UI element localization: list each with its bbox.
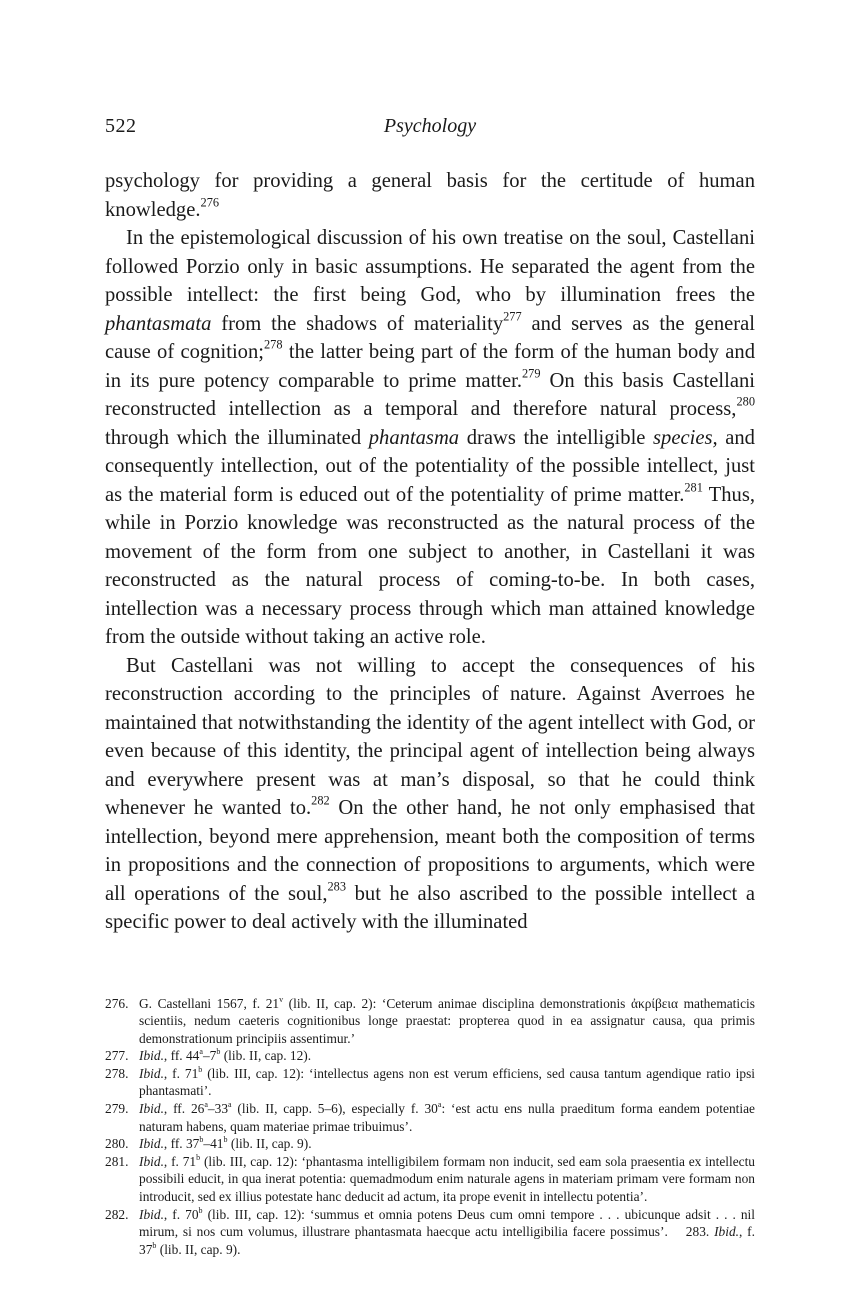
footnote-ref-278: 278: [264, 337, 283, 352]
footnote-number: 280.: [105, 1136, 129, 1152]
book-numeral: III: [229, 1153, 244, 1169]
footnote-ref-276: 276: [200, 195, 220, 210]
footnote-text: –33: [207, 1101, 229, 1117]
ibid: Ibid.: [139, 1101, 164, 1117]
footnote-text: (lib.: [202, 1065, 235, 1081]
footnote-text: , f. 37: [139, 1224, 755, 1257]
book-page: [105, 110, 755, 1258]
folio-side: v: [279, 994, 284, 1004]
footnote-text: , cap. 12): ‘intellectus agens non est verum efficiens, sed causa tantum agendique ratio ipsi phantasmati’.: [139, 1065, 755, 1099]
main-text: [105, 167, 755, 937]
footnote-text: (lib.: [200, 1153, 230, 1169]
folio-side: a: [437, 1100, 442, 1110]
ibid: Ibid.: [139, 1048, 164, 1064]
folio-side: b: [199, 1135, 204, 1145]
footnote-279: [105, 1100, 755, 1135]
footnote-text: , ff. 44: [163, 1048, 200, 1064]
footnote-number: 278.: [105, 1065, 129, 1081]
footnote-282: [105, 1206, 755, 1259]
folio-side: b: [223, 1135, 228, 1145]
footnote-text: G. Castellani 1567, f. 21: [139, 995, 280, 1011]
footnote-ref-282: 282: [311, 793, 330, 808]
footnote-text: –7: [202, 1048, 217, 1064]
footnote-text: , cap. 12).: [257, 1048, 312, 1064]
footnote-ref-279: 279: [521, 366, 541, 381]
footnote-number: 276.: [105, 995, 129, 1011]
folio-side: a: [228, 1100, 232, 1110]
footnote-ref-283: 283: [327, 879, 347, 894]
footnote-text: , cap. 12): ‘summus et omnia potens Deus cum omni tempore . . . ubicunque adsit . . . nil mirum, si nos cum volumus, illustrare phantasmata haecque actu intelligibilia facere possimus’.: [139, 1206, 756, 1240]
ibid: Ibid.: [139, 1153, 164, 1169]
book-numeral: III: [234, 1065, 248, 1081]
book-numeral: II: [316, 995, 326, 1011]
footnote-text: (lib.: [202, 1206, 235, 1222]
paragraph-2: [105, 224, 755, 652]
folio-side: b: [152, 1240, 157, 1250]
book-numeral: II: [256, 1136, 266, 1152]
footnote-text: , capp. 5–6), especially f. 30: [274, 1101, 438, 1117]
footnote-text: , f. 71: [163, 1065, 199, 1081]
text-run: and serves as the general cause of cognition;: [105, 312, 755, 363]
footnote-ref-281: 281: [684, 480, 703, 495]
text-run: On the other hand, he not only emphasised that intellection, beyond mere apprehension, meant both the composition of terms in propositions and the connection of propositions to arguments, which were all operations of the soul,: [105, 797, 756, 905]
footnote-text: : ‘est actu ens nulla praeditum forma eandem potentiae naturam habens, quam materiae primae tribuimus’.: [139, 1101, 755, 1134]
ibid: Ibid.: [139, 1206, 164, 1222]
text-run: In the epistemological discussion of his own treatise on the soul, Castellani followed Porzio only in basic assumptions. He separated the agent from the possible intellect: the first being God, who by illumination frees the: [105, 227, 755, 306]
footnote-text: , f. 71: [163, 1153, 197, 1169]
footnote-text: –41: [203, 1136, 224, 1152]
footnotes: [105, 995, 755, 1259]
text-run: and consequently intellection, out of the potentiality of the possible intellect, just as the material form is educed out of the potentiality of prime matter.: [105, 426, 755, 506]
footnote-text: , cap. 9).: [193, 1241, 241, 1257]
book-numeral: II: [265, 1101, 275, 1117]
footnote-280: [105, 1135, 755, 1153]
footnote-text: , cap. 2): ‘Ceterum animae disciplina demonstrationis ἀκρίβεια mathematicis scientiis, nedum caeteris cognitionibus longe praestat: propterea quod in ea assignatur causa, qua primis demonstrationum principiis assentimur.’: [139, 995, 755, 1046]
text-run: but he also ascribed to the possible intellect a specific power to deal actively with the illuminated: [105, 882, 755, 933]
footnote-number: 277.: [105, 1048, 129, 1064]
text-run: On this basis Castellani reconstructed intellection as a temporal and therefore natural process,: [105, 369, 755, 420]
text-run: Thus, while in Porzio knowledge was reconstructed as the natural process of the movement of the form from one subject to another, in Castellani it was reconstructed as the natural process of coming-to-be. In both cases, intellection was a necessary process through which man attained knowledge from the outside without taking an active role.: [105, 483, 755, 648]
emphasis-phantasmata: phantasmata: [105, 312, 212, 335]
footnote-ref-277: 277: [503, 309, 522, 324]
text-run: psychology for providing a general basis for the certitude of human knowledge.: [105, 170, 755, 221]
running-title: Psychology: [383, 115, 477, 137]
footnote-number: 281.: [105, 1153, 129, 1169]
page-number: 522: [105, 115, 137, 137]
folio-side: b: [198, 1205, 203, 1215]
book-numeral: III: [234, 1206, 248, 1222]
footnote-text: (lib.: [283, 995, 317, 1011]
footnote-text: (lib.: [156, 1241, 186, 1257]
footnote-278: [105, 1065, 755, 1100]
folio-side: b: [216, 1047, 221, 1057]
text-run: the latter being part of the form of the human body and in its pure potency comparable to prime matter.: [105, 341, 755, 392]
footnote-281: [105, 1153, 755, 1206]
text-run: But Castellani was not willing to accept the consequences of his reconstruction according to the principles of nature. Against Averroes he maintained that notwithstanding the identity of the agent intellect with God, or even because of this identity, the principal agent of intellection being always and everywhere present was at man’s disposal, so that he could think whenever he wanted to.: [105, 654, 755, 819]
folio-side: a: [199, 1047, 203, 1057]
footnote-number: 279.: [105, 1101, 129, 1117]
folio-side: b: [196, 1152, 201, 1162]
footnote-text: , cap. 9).: [265, 1136, 312, 1152]
footnote-text: (lib.: [231, 1101, 266, 1117]
text-run: from the shadows of materiality: [211, 312, 504, 335]
footnote-text: (lib.: [220, 1048, 250, 1064]
footnote-ref-280: 280: [736, 394, 755, 409]
ibid: Ibid.: [139, 1065, 164, 1081]
footnote-number-inline: 283.: [685, 1224, 710, 1240]
footnote-text: , ff. 26: [163, 1101, 205, 1117]
folio-side: a: [204, 1100, 208, 1110]
text-run: through which the illuminated: [105, 426, 369, 449]
text-run: draws the intelligible: [459, 426, 654, 449]
paragraph-3: [105, 652, 755, 937]
footnote-276: [105, 995, 755, 1048]
ibid: Ibid.: [714, 1224, 739, 1240]
footnote-number: 282.: [105, 1206, 129, 1222]
emphasis-phantasma: phantasma: [368, 426, 460, 449]
footnote-text: , cap. 12): ‘phantasma intelligibilem formam non inducit, sed eam sola praesentia ex intellectu possibili educit, in qua inerat potentia: quemadmodum enim naturale agens in materiam primam vere formam non introducit, sed ex illius potestate hanc deducit ad actum, ita prope evenit in intellectu potentia’.: [139, 1153, 756, 1205]
footnote-277: [105, 1047, 755, 1065]
footnote-text: , ff. 37: [163, 1136, 200, 1152]
book-numeral: II: [185, 1241, 194, 1257]
footnote-text: (lib.: [227, 1136, 257, 1152]
ibid: Ibid.: [139, 1136, 164, 1152]
folio-side: b: [198, 1064, 203, 1074]
footnote-text: , f. 70: [163, 1206, 199, 1222]
emphasis-species: species,: [653, 426, 718, 449]
book-numeral: II: [249, 1048, 258, 1064]
paragraph-1: [105, 167, 755, 224]
page-header: [105, 110, 755, 142]
